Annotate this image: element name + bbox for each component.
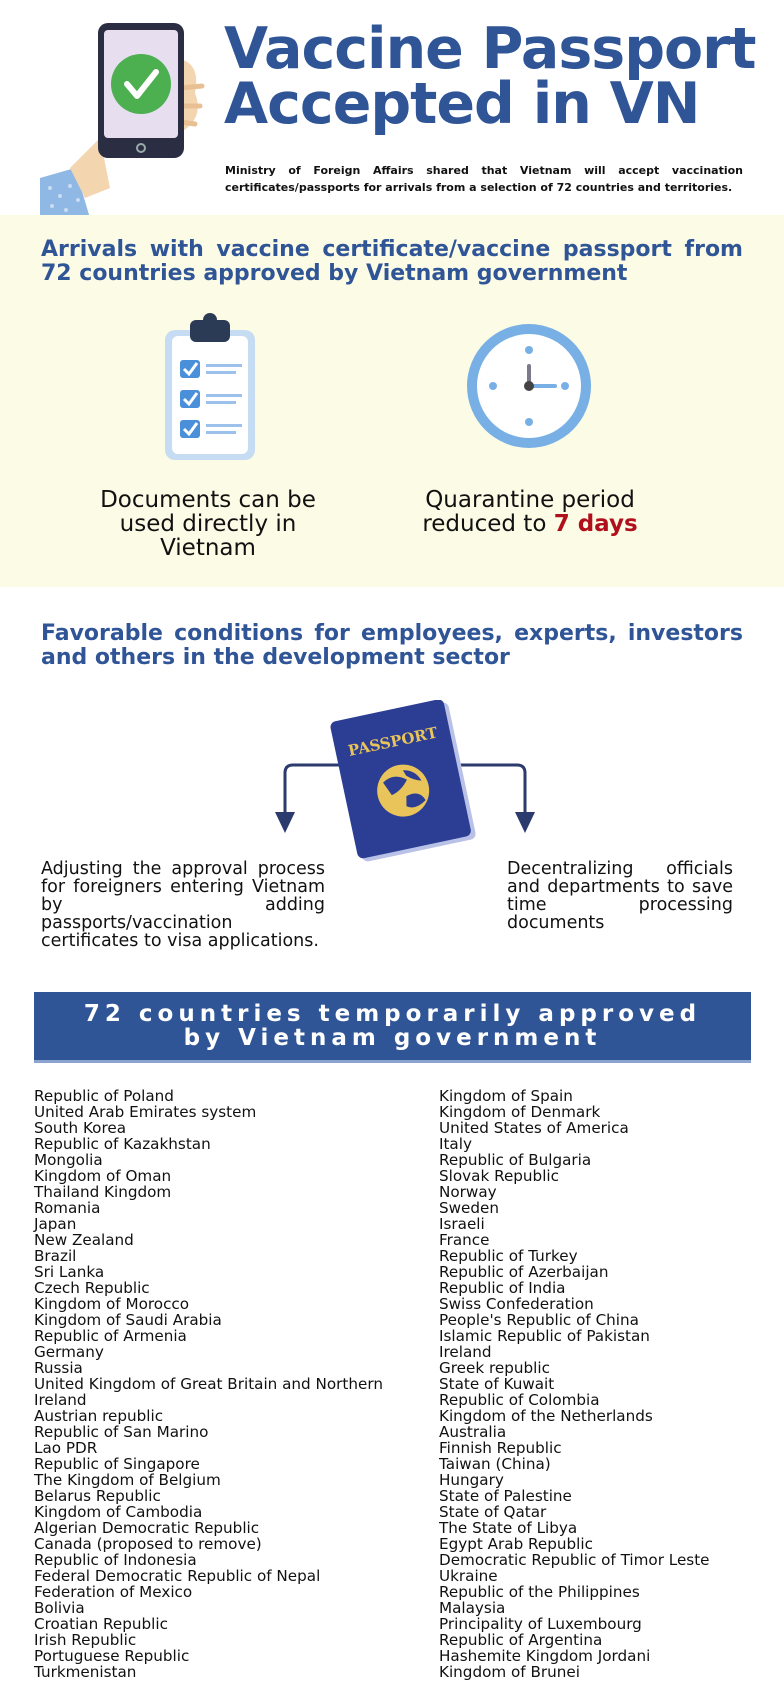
country-item: United States of America xyxy=(439,1119,629,1137)
country-item: Australia xyxy=(439,1423,507,1441)
country-item: United Arab Emirates system xyxy=(34,1103,257,1121)
country-item: Turkmenistan xyxy=(34,1663,137,1681)
subtitle: Ministry of Foreign Affairs shared that Vietnam will accept vaccination certificates/passports for arrivals from a selection of 72 countries and territories. xyxy=(225,164,743,194)
country-item: Republic of Argentina xyxy=(439,1631,603,1649)
favorable-heading: Favorable conditions for employees, experts, investors and others in the development sector xyxy=(41,621,743,670)
title-line-2: Accepted in VN xyxy=(224,71,700,137)
country-item: Swiss Confederation xyxy=(439,1295,594,1313)
country-item: Italy xyxy=(439,1135,472,1153)
country-item: Republic of Bulgaria xyxy=(439,1151,592,1169)
country-item: Kingdom of Brunei xyxy=(439,1663,580,1681)
approval-process-text: Adjusting the approval process for foreigners entering Vietnam by adding passports/vaccination certificates to visa applications. xyxy=(41,859,325,951)
quarantine-days: 7 days xyxy=(553,511,638,537)
quarantine-caption-text: Quarantine period reduced to xyxy=(422,487,635,537)
country-item: Malaysia xyxy=(439,1599,506,1617)
passport-icon xyxy=(275,700,535,865)
country-item: Taiwan (China) xyxy=(439,1455,551,1473)
country-item: The State of Libya xyxy=(439,1519,578,1537)
country-item: Sweden xyxy=(439,1199,500,1217)
country-item: Sri Lanka xyxy=(34,1263,105,1281)
country-item: Republic of Poland xyxy=(34,1087,174,1105)
phone-check-icon xyxy=(30,18,210,218)
country-item: Kingdom of Denmark xyxy=(439,1103,601,1121)
country-item: United Kingdom of Great Britain and Northern Ireland xyxy=(34,1375,383,1409)
banner-line-1: 72 countries temporarily approved xyxy=(83,1001,702,1027)
country-item: Brazil xyxy=(34,1247,77,1265)
country-item: Ireland xyxy=(439,1343,492,1361)
country-item: Slovak Republic xyxy=(439,1167,559,1185)
banner-line-2: by Vietnam government xyxy=(183,1025,602,1051)
country-item: Republic of Armenia xyxy=(34,1327,187,1345)
decentralizing-text: Decentralizing officials and departments to save time processing documents xyxy=(507,859,733,933)
countries-list-left xyxy=(34,1088,404,1680)
country-item: Republic of Azerbaijan xyxy=(439,1263,609,1281)
country-item: Israeli xyxy=(439,1215,485,1233)
country-item: Kingdom of Cambodia xyxy=(34,1503,203,1521)
country-item: Norway xyxy=(439,1183,497,1201)
country-item: Czech Republic xyxy=(34,1279,150,1297)
country-item: People's Republic of China xyxy=(439,1311,639,1329)
country-item: Principality of Luxembourg xyxy=(439,1615,642,1633)
country-item: Kingdom of Morocco xyxy=(34,1295,190,1313)
country-item: Croatian Republic xyxy=(34,1615,168,1633)
header xyxy=(0,0,784,215)
country-item: Egypt Arab Republic xyxy=(439,1535,593,1553)
country-item: Federal Democratic Republic of Nepal xyxy=(34,1567,321,1585)
country-item: Republic of Singapore xyxy=(34,1455,200,1473)
country-item: Russia xyxy=(34,1359,83,1377)
country-item: Federation of Mexico xyxy=(34,1583,193,1601)
country-item: New Zealand xyxy=(34,1231,134,1249)
country-item: Democratic Republic of Timor Leste xyxy=(439,1551,710,1569)
country-item: Lao PDR xyxy=(34,1439,98,1457)
country-item: Ukraine xyxy=(439,1567,498,1585)
passport-label: PASSPORT xyxy=(346,723,440,760)
countries-list-right xyxy=(439,1088,759,1680)
country-item: Greek republic xyxy=(439,1359,550,1377)
country-item: Republic of San Marino xyxy=(34,1423,209,1441)
country-item: Portuguese Republic xyxy=(34,1647,190,1665)
country-item: Kingdom of Oman xyxy=(34,1167,172,1185)
country-item: Republic of Colombia xyxy=(439,1391,600,1409)
country-item: Republic of India xyxy=(439,1279,566,1297)
title-line-1: Vaccine Passport xyxy=(224,16,756,82)
country-item: Canada (proposed to remove) xyxy=(34,1535,262,1553)
clipboard-checklist-icon xyxy=(160,312,260,462)
country-item: Japan xyxy=(34,1215,77,1233)
documents-caption: Documents can be used directly in Vietnam xyxy=(100,487,316,561)
country-item: State of Palestine xyxy=(439,1487,572,1505)
clock-icon xyxy=(465,322,593,450)
country-item: Austrian republic xyxy=(34,1407,164,1425)
country-item: Islamic Republic of Pakistan xyxy=(439,1327,650,1345)
country-item: Belarus Republic xyxy=(34,1487,161,1505)
page-title xyxy=(224,16,764,137)
country-item: Algerian Democratic Republic xyxy=(34,1519,260,1537)
country-item: Romania xyxy=(34,1199,101,1217)
country-item: Republic of Turkey xyxy=(439,1247,578,1265)
country-item: Kingdom of Saudi Arabia xyxy=(34,1311,222,1329)
country-item: Kingdom of Spain xyxy=(439,1087,573,1105)
country-item: Bolivia xyxy=(34,1599,85,1617)
country-item: State of Qatar xyxy=(439,1503,547,1521)
country-item: Republic of Kazakhstan xyxy=(34,1135,211,1153)
country-item: Republic of Indonesia xyxy=(34,1551,197,1569)
country-item: Republic of the Philippines xyxy=(439,1583,640,1601)
quarantine-caption xyxy=(410,488,650,536)
country-item: Mongolia xyxy=(34,1151,103,1169)
country-item: Irish Republic xyxy=(34,1631,137,1649)
country-item: State of Kuwait xyxy=(439,1375,555,1393)
country-item: South Korea xyxy=(34,1119,127,1137)
country-item: Kingdom of the Netherlands xyxy=(439,1407,653,1425)
countries-banner xyxy=(34,992,751,1063)
country-item: Hashemite Kingdom Jordani xyxy=(439,1647,651,1665)
country-item: Thailand Kingdom xyxy=(34,1183,172,1201)
country-item: Finnish Republic xyxy=(439,1439,562,1457)
arrivals-heading: Arrivals with vaccine certificate/vaccine passport from 72 countries approved by Vietnam government xyxy=(41,237,743,286)
country-item: France xyxy=(439,1231,490,1249)
country-item: The Kingdom of Belgium xyxy=(34,1471,221,1489)
country-item: Hungary xyxy=(439,1471,504,1489)
country-item: Germany xyxy=(34,1343,104,1361)
